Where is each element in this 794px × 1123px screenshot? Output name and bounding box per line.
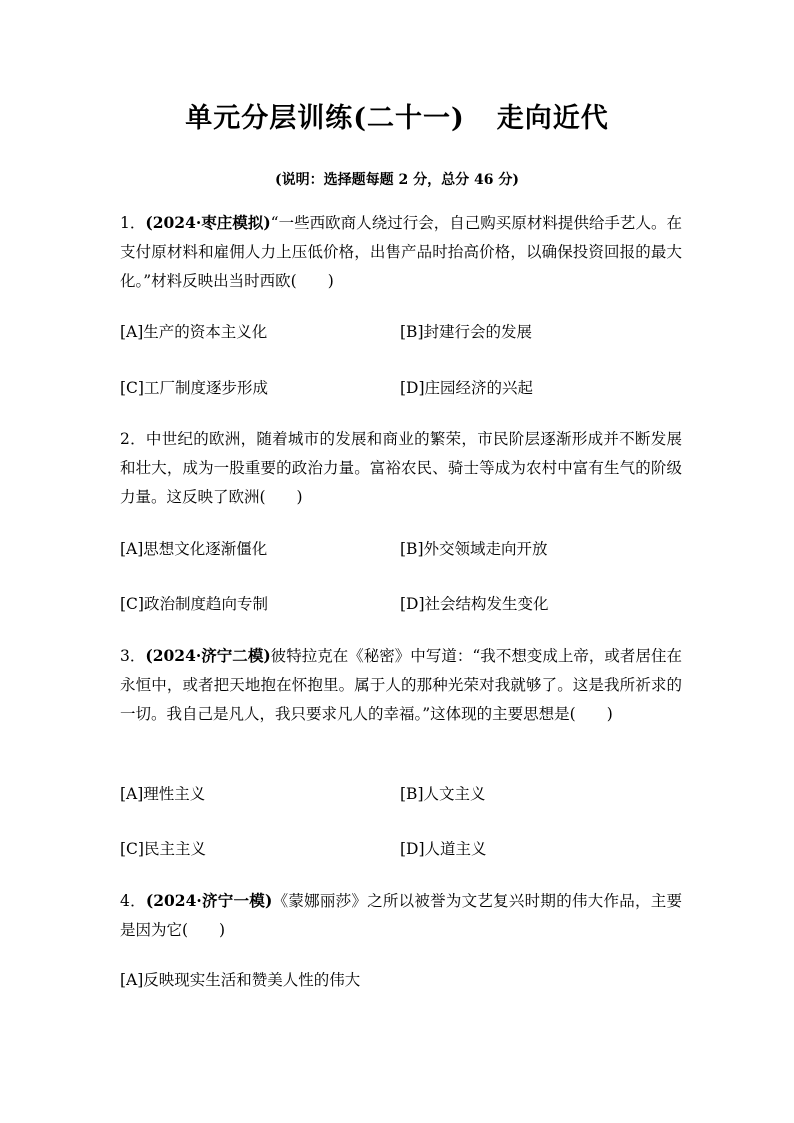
question-3 xyxy=(120,641,682,729)
question-source: (2024·枣庄模拟) xyxy=(145,213,271,232)
title-sub: 走向近代 xyxy=(496,103,609,134)
question-2 xyxy=(120,424,682,512)
question-stem: “一些西欧商人绕过行会，自己购买原材料提供给手艺人。在支付原材料和雇佣人力上压低价格，出售产品时抬高价格，以确保投资回报的最大化。”材料反映出当时西欧( ) xyxy=(120,214,682,290)
title-main: 单元分层训练(二十一) xyxy=(185,103,465,134)
question-1 xyxy=(120,208,682,296)
question-stem: 《蒙娜丽莎》之所以被誉为文艺复兴时期的伟大作品，主要是因为它( ) xyxy=(120,892,682,939)
question-source: (2024·济宁一模) xyxy=(145,891,273,910)
option-a[interactable]: [A]思想文化逐渐僵化 xyxy=(120,540,268,558)
option-a[interactable]: [A]反映现实生活和赞美人性的伟大 xyxy=(120,971,361,989)
option-c[interactable]: [C]民主主义 xyxy=(120,840,206,858)
option-d[interactable]: [D]社会结构发生变化 xyxy=(400,595,549,613)
option-d[interactable]: [D]庄园经济的兴起 xyxy=(400,379,534,397)
option-a[interactable]: [A]理性主义 xyxy=(120,785,206,803)
option-b[interactable]: [B]人文主义 xyxy=(400,785,486,803)
question-source: (2024·济宁二模) xyxy=(145,646,271,665)
option-b[interactable]: [B]封建行会的发展 xyxy=(400,323,532,341)
option-b[interactable]: [B]外交领域走向开放 xyxy=(400,540,548,558)
option-c[interactable]: [C]工厂制度逐步形成 xyxy=(120,379,268,397)
page-title xyxy=(0,96,794,135)
question-stem: 彼特拉克在《秘密》中写道：“我不想变成上帝，或者居住在永恒中，或者把天地抱在怀抱里。属于人的那种光荣对我就够了。这是我所祈求的一切。我自己是凡人，我只要求凡人的幸福。”这体现的主要思想是( ) xyxy=(120,647,682,723)
option-d[interactable]: [D]人道主义 xyxy=(400,840,487,858)
question-number: 3． xyxy=(120,647,146,665)
question-number: 4． xyxy=(120,892,146,910)
question-number: 2． xyxy=(120,430,146,448)
option-a[interactable]: [A]生产的资本主义化 xyxy=(120,323,268,341)
question-number: 1． xyxy=(120,214,146,232)
question-stem: 中世纪的欧洲，随着城市的发展和商业的繁荣，市民阶层逐渐形成并不断发展和壮大，成为一股重要的政治力量。富裕农民、骑士等成为农村中富有生气的阶级力量。这反映了欧洲( ) xyxy=(120,430,682,506)
scoring-note: (说明：选择题每题 2 分，总分 46 分) xyxy=(275,172,519,188)
option-c[interactable]: [C]政治制度趋向专制 xyxy=(120,595,268,613)
question-4 xyxy=(120,886,682,945)
